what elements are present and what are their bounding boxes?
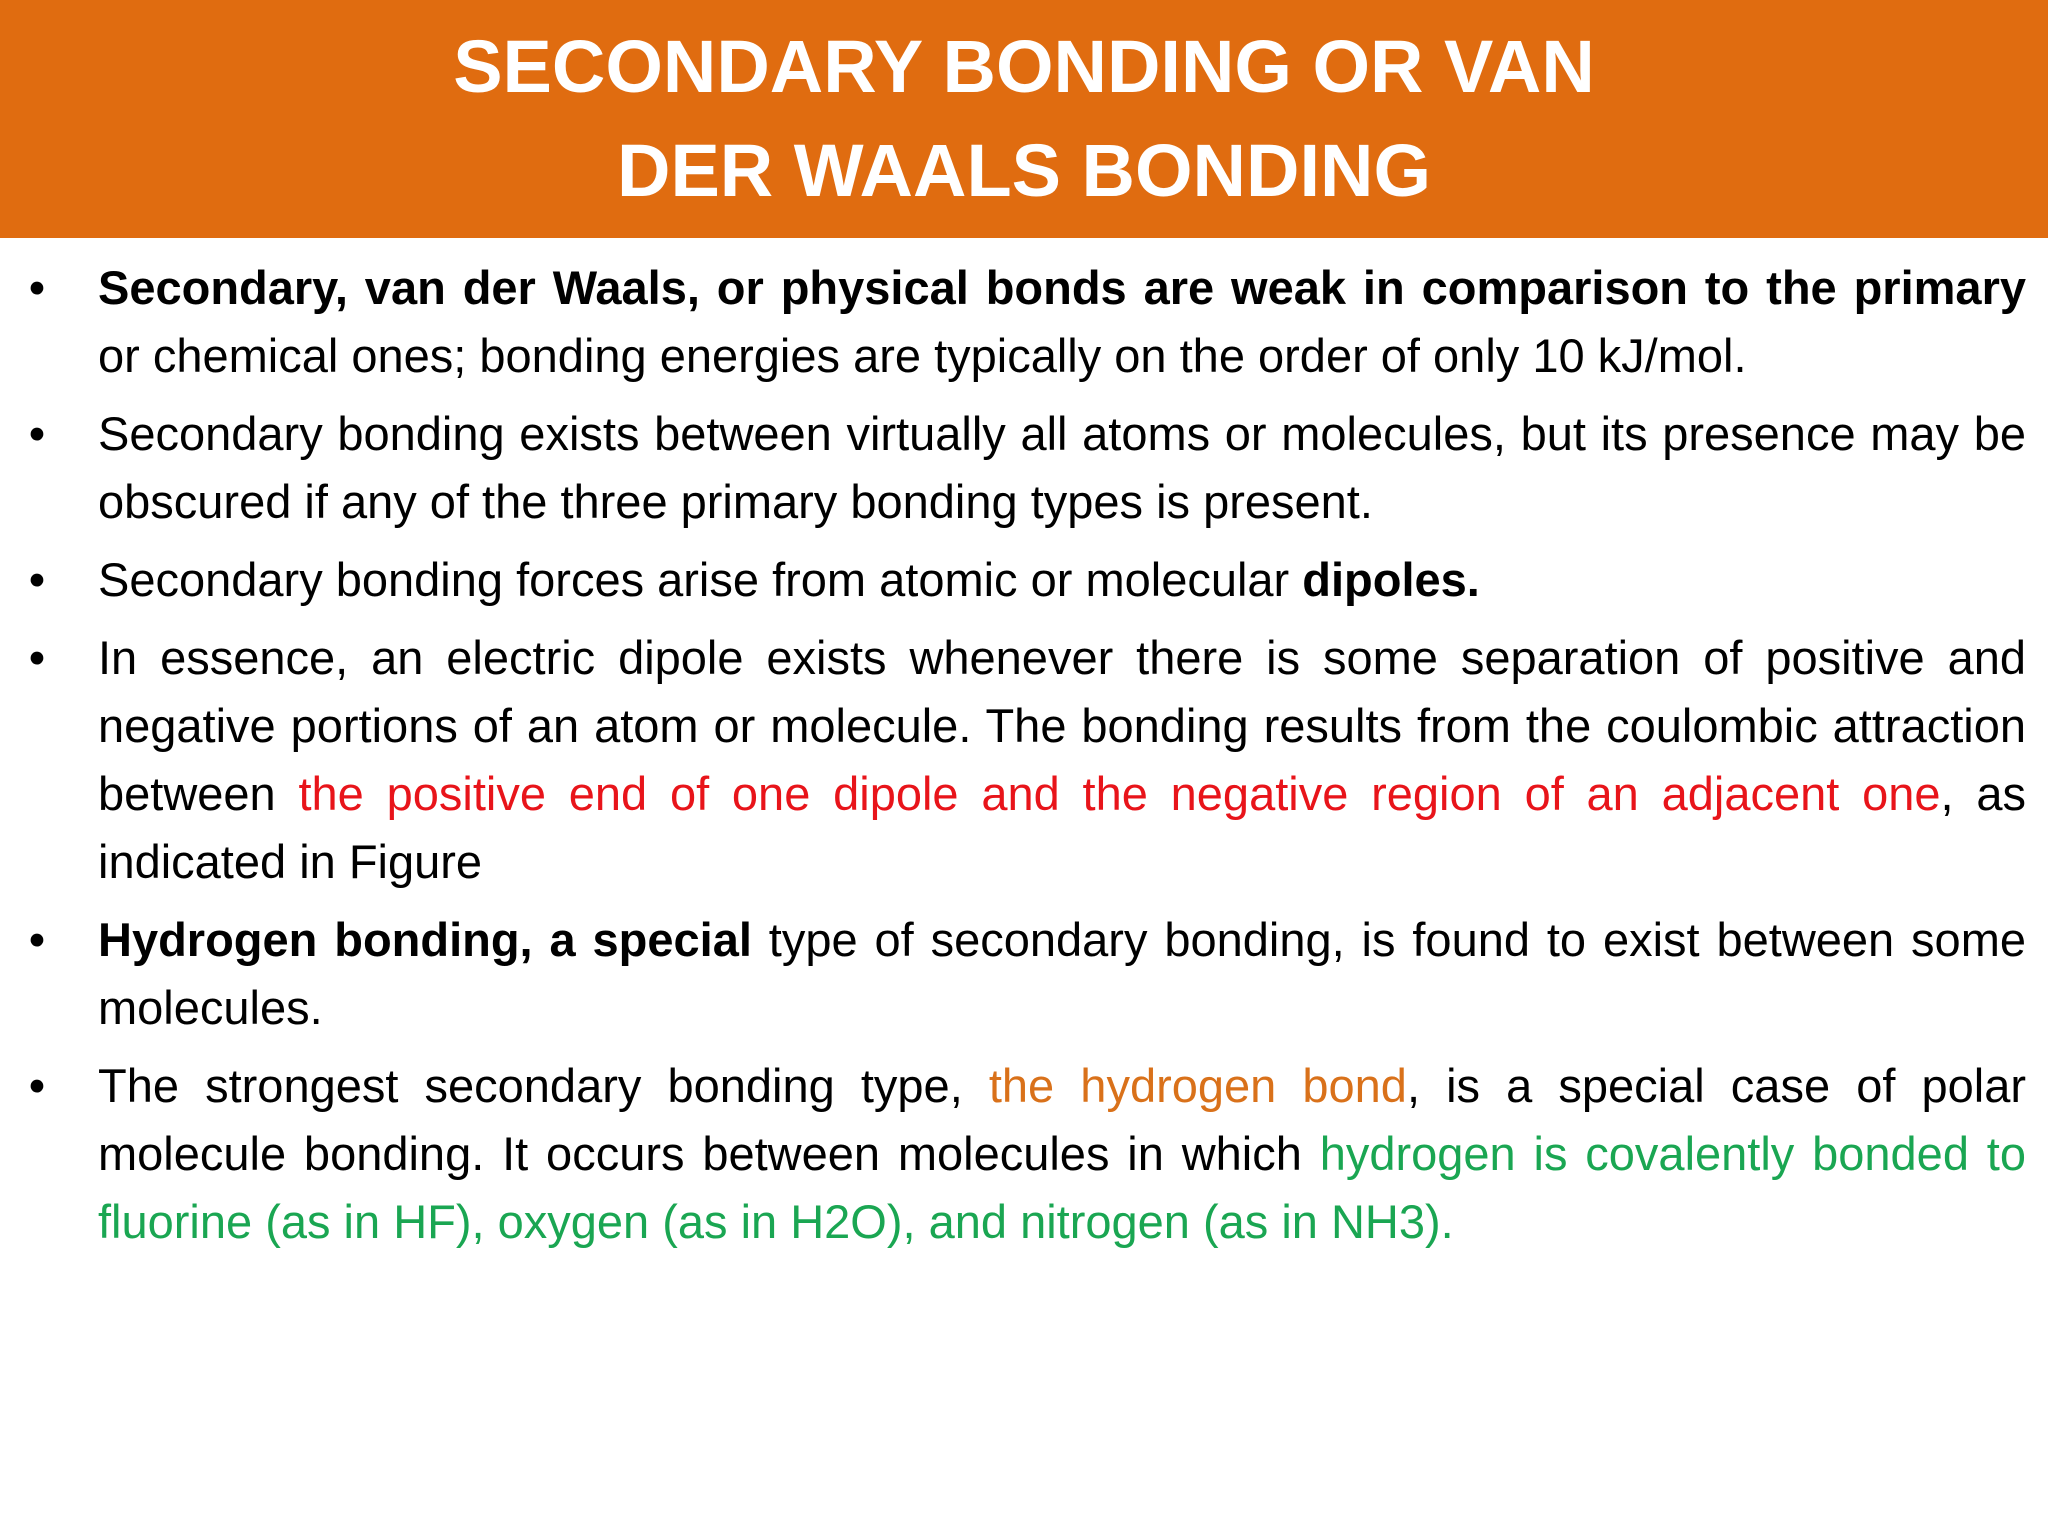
body-text: type of secondary bonding, is found to exist between some molecules. <box>98 913 2026 1034</box>
bullet-list <box>0 254 2048 1256</box>
bullet-item-secondary-exists <box>0 400 2048 536</box>
bullet-item-strongest-type <box>0 1052 2048 1256</box>
bullet-icon: • <box>28 1059 46 1112</box>
slide-body <box>0 254 2048 1266</box>
bullet-item-hydrogen-bonding <box>0 906 2048 1042</box>
bullet-item-dipoles <box>0 546 2048 614</box>
bullet-icon: • <box>28 553 46 606</box>
slide-title-line-2: DER WAALS BONDING <box>617 129 1431 212</box>
slide-title-line-1: SECONDARY BONDING OR VAN <box>453 25 1595 108</box>
bold-text: Secondary, van der Waals, or physical bonds are weak in comparison to the primary <box>98 261 2026 314</box>
body-text: Secondary bonding forces arise from atomic or molecular <box>98 553 1303 606</box>
highlight-red-text: the positive end of one dipole and the negative region of an adjacent one <box>298 767 1941 820</box>
body-text-tail: , as indicated in Figure <box>98 767 2026 888</box>
bold-text: dipoles. <box>1302 553 1480 606</box>
body-text: The strongest secondary bonding type, <box>98 1059 989 1112</box>
bullet-icon: • <box>28 913 46 966</box>
slide-title-banner <box>0 0 2048 238</box>
body-text-mid: , is a special case of polar molecule bonding. It occurs between molecules in which <box>98 1059 2027 1180</box>
bullet-item-electric-dipole <box>0 624 2048 896</box>
body-text: or chemical ones; bonding energies are typically on the order of only 10 kJ/mol. <box>98 329 1747 382</box>
bullet-icon: • <box>28 261 46 314</box>
bullet-icon: • <box>28 631 46 684</box>
body-text: In essence, an electric dipole exists whenever there is some separation of positive and negative portions of an atom or molecule. The bonding results from the coulombic attraction between <box>98 631 2026 820</box>
highlight-green-text: hydrogen is covalently bonded to fluorine (as in HF), oxygen (as in H2O), and nitrogen (as in NH3). <box>98 1127 2026 1248</box>
bullet-icon: • <box>28 407 46 460</box>
body-text: Secondary bonding exists between virtually all atoms or molecules, but its presence may be obscured if any of the three primary bonding types is present. <box>98 407 2026 528</box>
highlight-orange-text: the hydrogen bond <box>988 1059 1407 1112</box>
bullet-item-weak-bonds <box>0 254 2048 390</box>
bold-text: Hydrogen bonding, a special <box>98 913 752 966</box>
